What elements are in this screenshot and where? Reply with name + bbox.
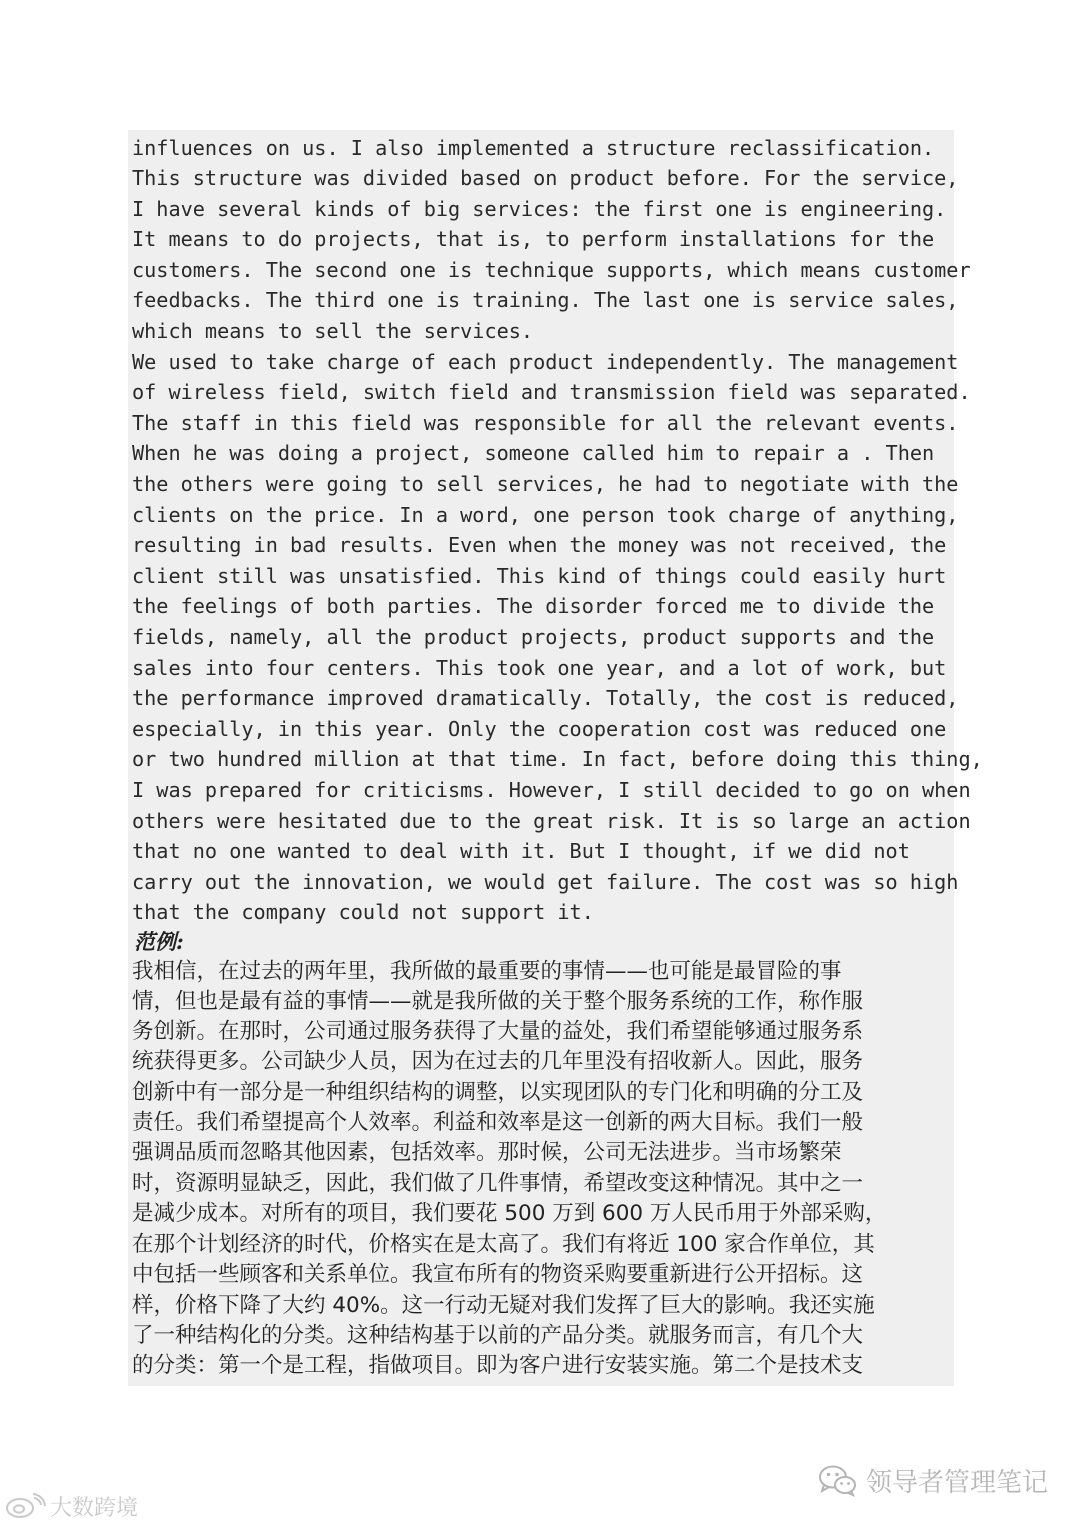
- english-line: the feelings of both parties. The disorder forced me to divide the: [132, 594, 935, 618]
- watermark-left-text: 大数跨境: [50, 1495, 139, 1521]
- watermark-right-text: 领导者管理笔记: [865, 1467, 1048, 1498]
- english-line: that no one wanted to deal with it. But I thought, if we did not: [132, 839, 910, 863]
- english-line: resulting in bad results. Even when the money was not received, the: [132, 533, 947, 557]
- english-line: especially, in this year. Only the cooperation cost was reduced one: [132, 717, 947, 741]
- chinese-line: 是减少成本。对所有的项目，我们要花 500 万到 600 万人民币用于外部采购，: [132, 1201, 887, 1226]
- english-line: We used to take charge of each product independently. The management: [132, 350, 959, 374]
- english-line: carry out the innovation, we would get failure. The cost was so high: [132, 870, 959, 894]
- chinese-line: 情，但也是最有益的事情——就是我所做的关于整个服务系统的工作，称作服: [132, 989, 864, 1014]
- english-line: The staff in this field was responsible for all the relevant events.: [132, 411, 959, 435]
- chinese-line: 中包括一些顾客和关系单位。我宣布所有的物资采购要重新进行公开招标。这: [132, 1262, 864, 1287]
- chinese-line: 责任。我们希望提高个人效率。利益和效率是这一创新的两大目标。我们一般: [132, 1110, 864, 1135]
- watermark-left: [4, 1490, 138, 1522]
- english-line: It means to do projects, that is, to perform installations for the: [132, 227, 935, 251]
- weibo-logo-icon: [4, 1493, 46, 1519]
- english-line: the performance improved dramatically. Totally, the cost is reduced,: [132, 686, 959, 710]
- english-line: which means to sell the services.: [132, 319, 534, 343]
- chinese-line: 务创新。在那时，公司通过服务获得了大量的益处，我们希望能够通过服务系: [132, 1019, 864, 1044]
- english-line: or two hundred million at that time. In fact, before doing this thing,: [132, 747, 983, 771]
- watermark-right: [818, 1460, 1048, 1500]
- english-line: When he was doing a project, someone called him to repair a . Then: [132, 441, 935, 465]
- chinese-line: 创新中有一部分是一种组织结构的调整，以实现团队的专门化和明确的分工及: [132, 1080, 864, 1105]
- english-line: clients on the price. In a word, one person took charge of anything,: [132, 503, 959, 527]
- wechat-logo-icon: [818, 1463, 858, 1497]
- english-line: I have several kinds of big services: the first one is engineering.: [132, 197, 947, 221]
- section-label: 范例:: [134, 929, 184, 954]
- chinese-line: 我相信，在过去的两年里，我所做的最重要的事情——也可能是最冒险的事: [132, 959, 842, 984]
- english-line: the others were going to sell services, he had to negotiate with the: [132, 472, 959, 496]
- english-line: feedbacks. The third one is training. The last one is service sales,: [132, 288, 959, 312]
- english-line: This structure was divided based on product before. For the service,: [132, 166, 959, 190]
- english-line: client still was unsatisfied. This kind of things could easily hurt: [132, 564, 947, 588]
- english-line: sales into four centers. This took one year, and a lot of work, but: [132, 656, 947, 680]
- english-line: customers. The second one is technique supports, which means customer: [132, 258, 971, 282]
- chinese-line: 的分类：第一个是工程，指做项目。即为客户进行安装实施。第二个是技术支: [132, 1353, 864, 1378]
- english-line: fields, namely, all the product projects, product supports and the: [132, 625, 935, 649]
- chinese-line: 统获得更多。公司缺少人员，因为在过去的几年里没有招收新人。因此，服务: [132, 1049, 864, 1074]
- english-line: influences on us. I also implemented a structure reclassification.: [132, 136, 935, 160]
- chinese-line: 样，价格下降了大约 40%。这一行动无疑对我们发挥了巨大的影响。我还实施: [132, 1293, 875, 1318]
- chinese-line: 了一种结构化的分类。这种结构基于以前的产品分类。就服务而言，有几个大: [132, 1323, 864, 1348]
- chinese-line: 强调品质而忽略其他因素，包括效率。那时候，公司无法进步。当市场繁荣: [132, 1140, 842, 1165]
- chinese-line: 时，资源明显缺乏，因此，我们做了几件事情，希望改变这种情况。其中之一: [132, 1171, 864, 1196]
- english-line: of wireless field, switch field and transmission field was separated.: [132, 380, 971, 404]
- chinese-line: 在那个计划经济的时代，价格实在是太高了。我们有将近 100 家合作单位，其: [132, 1232, 875, 1257]
- english-line: others were hesitated due to the great risk. It is so large an action: [132, 809, 971, 833]
- english-line: that the company could not support it.: [132, 900, 594, 924]
- english-line: I was prepared for criticisms. However, I still decided to go on when: [132, 778, 971, 802]
